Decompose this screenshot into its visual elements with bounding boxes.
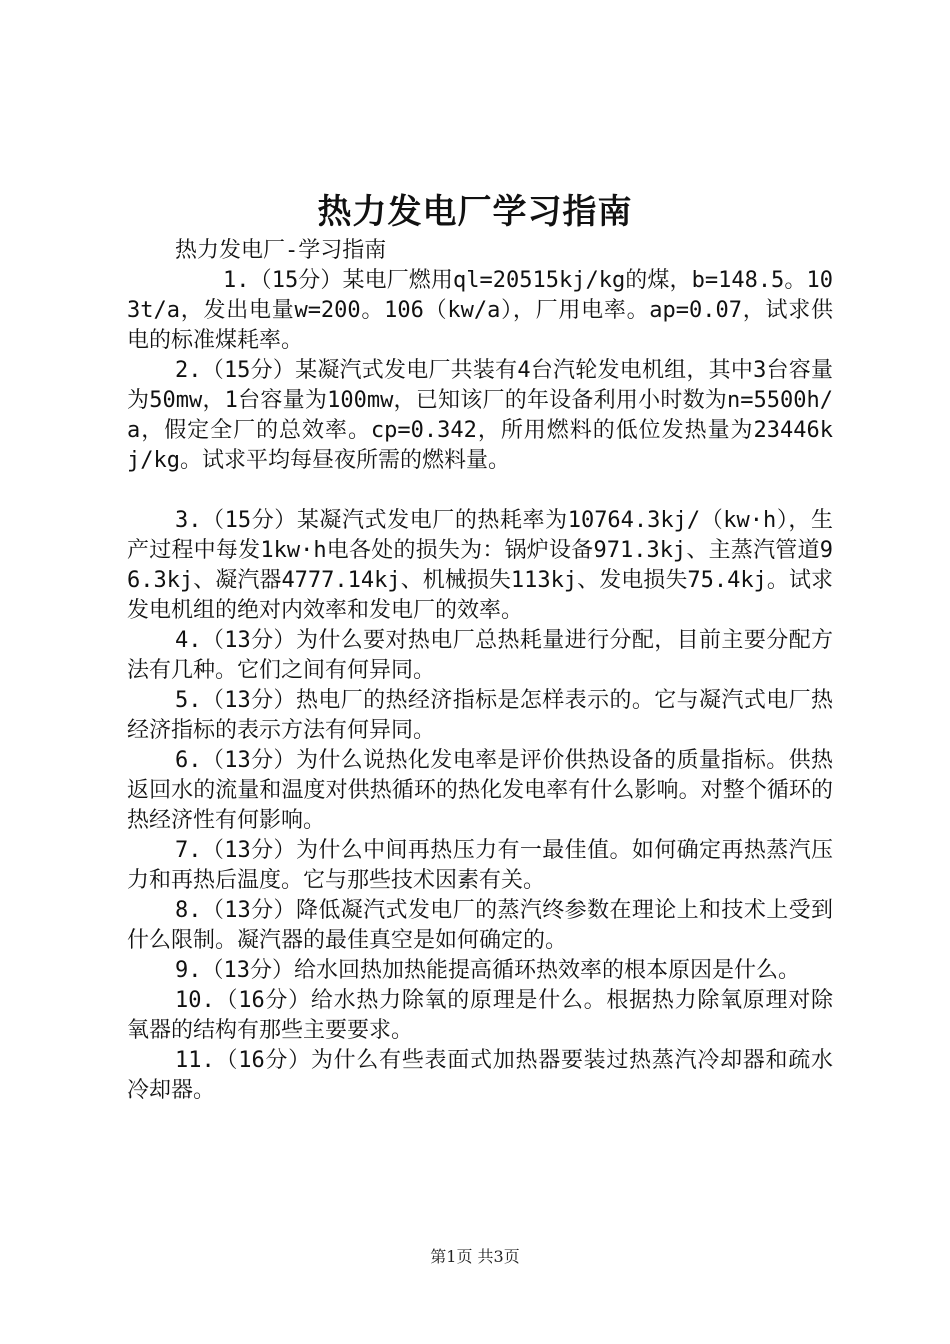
question-8: 8.（13分）降低凝汽式发电厂的蒸汽终参数在理论上和技术上受到什么限制。凝汽器的最佳真空是如何确定的。 <box>127 898 833 953</box>
question-11: 11.（16分）为什么有些表面式加热器要装过热蒸汽冷却器和疏水冷却器。 <box>127 1048 833 1103</box>
question-1: 1.（15分）某电厂燃用ql=20515kj/kg的煤，b=148.5。103t/a，发出电量w=200。106（kw/a），厂用电率。ap=0.07，试求供电的标准煤耗率。 <box>127 268 833 353</box>
question-3: 3.（15分）某凝汽式发电厂的热耗率为10764.3kj/（kw·h），生产过程中每发1kw·h电各处的损失为：锅炉设备971.3kj、主蒸汽管道96.3kj、凝汽器4777.14kj、机械损失113kj、发电损失75.4kj。试求发电机组的绝对内效率和发电厂的效率。 <box>127 508 833 623</box>
document-body <box>127 236 833 1106</box>
question-6: 6.（13分）为什么说热化发电率是评价供热设备的质量指标。供热返回水的流量和温度对供热循环的热化发电率有什么影响。对整个循环的热经济性有何影响。 <box>127 748 833 833</box>
question-7: 7.（13分）为什么中间再热压力有一最佳值。如何确定再热蒸汽压力和再热后温度。它与那些技术因素有关。 <box>127 838 833 893</box>
document-title: 热力发电厂学习指南 <box>317 192 633 232</box>
document-subtitle: 热力发电厂-学习指南 <box>175 238 387 263</box>
question-10: 10.（16分）给水热力除氧的原理是什么。根据热力除氧原理对除氧器的结构有那些主要要求。 <box>127 988 833 1043</box>
page-number-footer: 第1页 共3页 <box>430 1247 520 1266</box>
question-9: 9.（13分）给水回热加热能提高循环热效率的根本原因是什么。 <box>175 958 800 983</box>
question-5: 5.（13分）热电厂的热经济指标是怎样表示的。它与凝汽式电厂热经济指标的表示方法有何异同。 <box>127 688 833 743</box>
question-2: 2.（15分）某凝汽式发电厂共装有4台汽轮发电机组，其中3台容量为50mw，1台容量为100mw，已知该厂的年设备利用小时数为n=5500h/a，假定全厂的总效率。cp=0.342，所用燃料的低位发热量为23446kj/kg。试求平均每昼夜所需的燃料量。 <box>127 358 833 473</box>
question-4: 4.（13分）为什么要对热电厂总热耗量进行分配，目前主要分配方法有几种。它们之间有何异同。 <box>127 628 833 683</box>
